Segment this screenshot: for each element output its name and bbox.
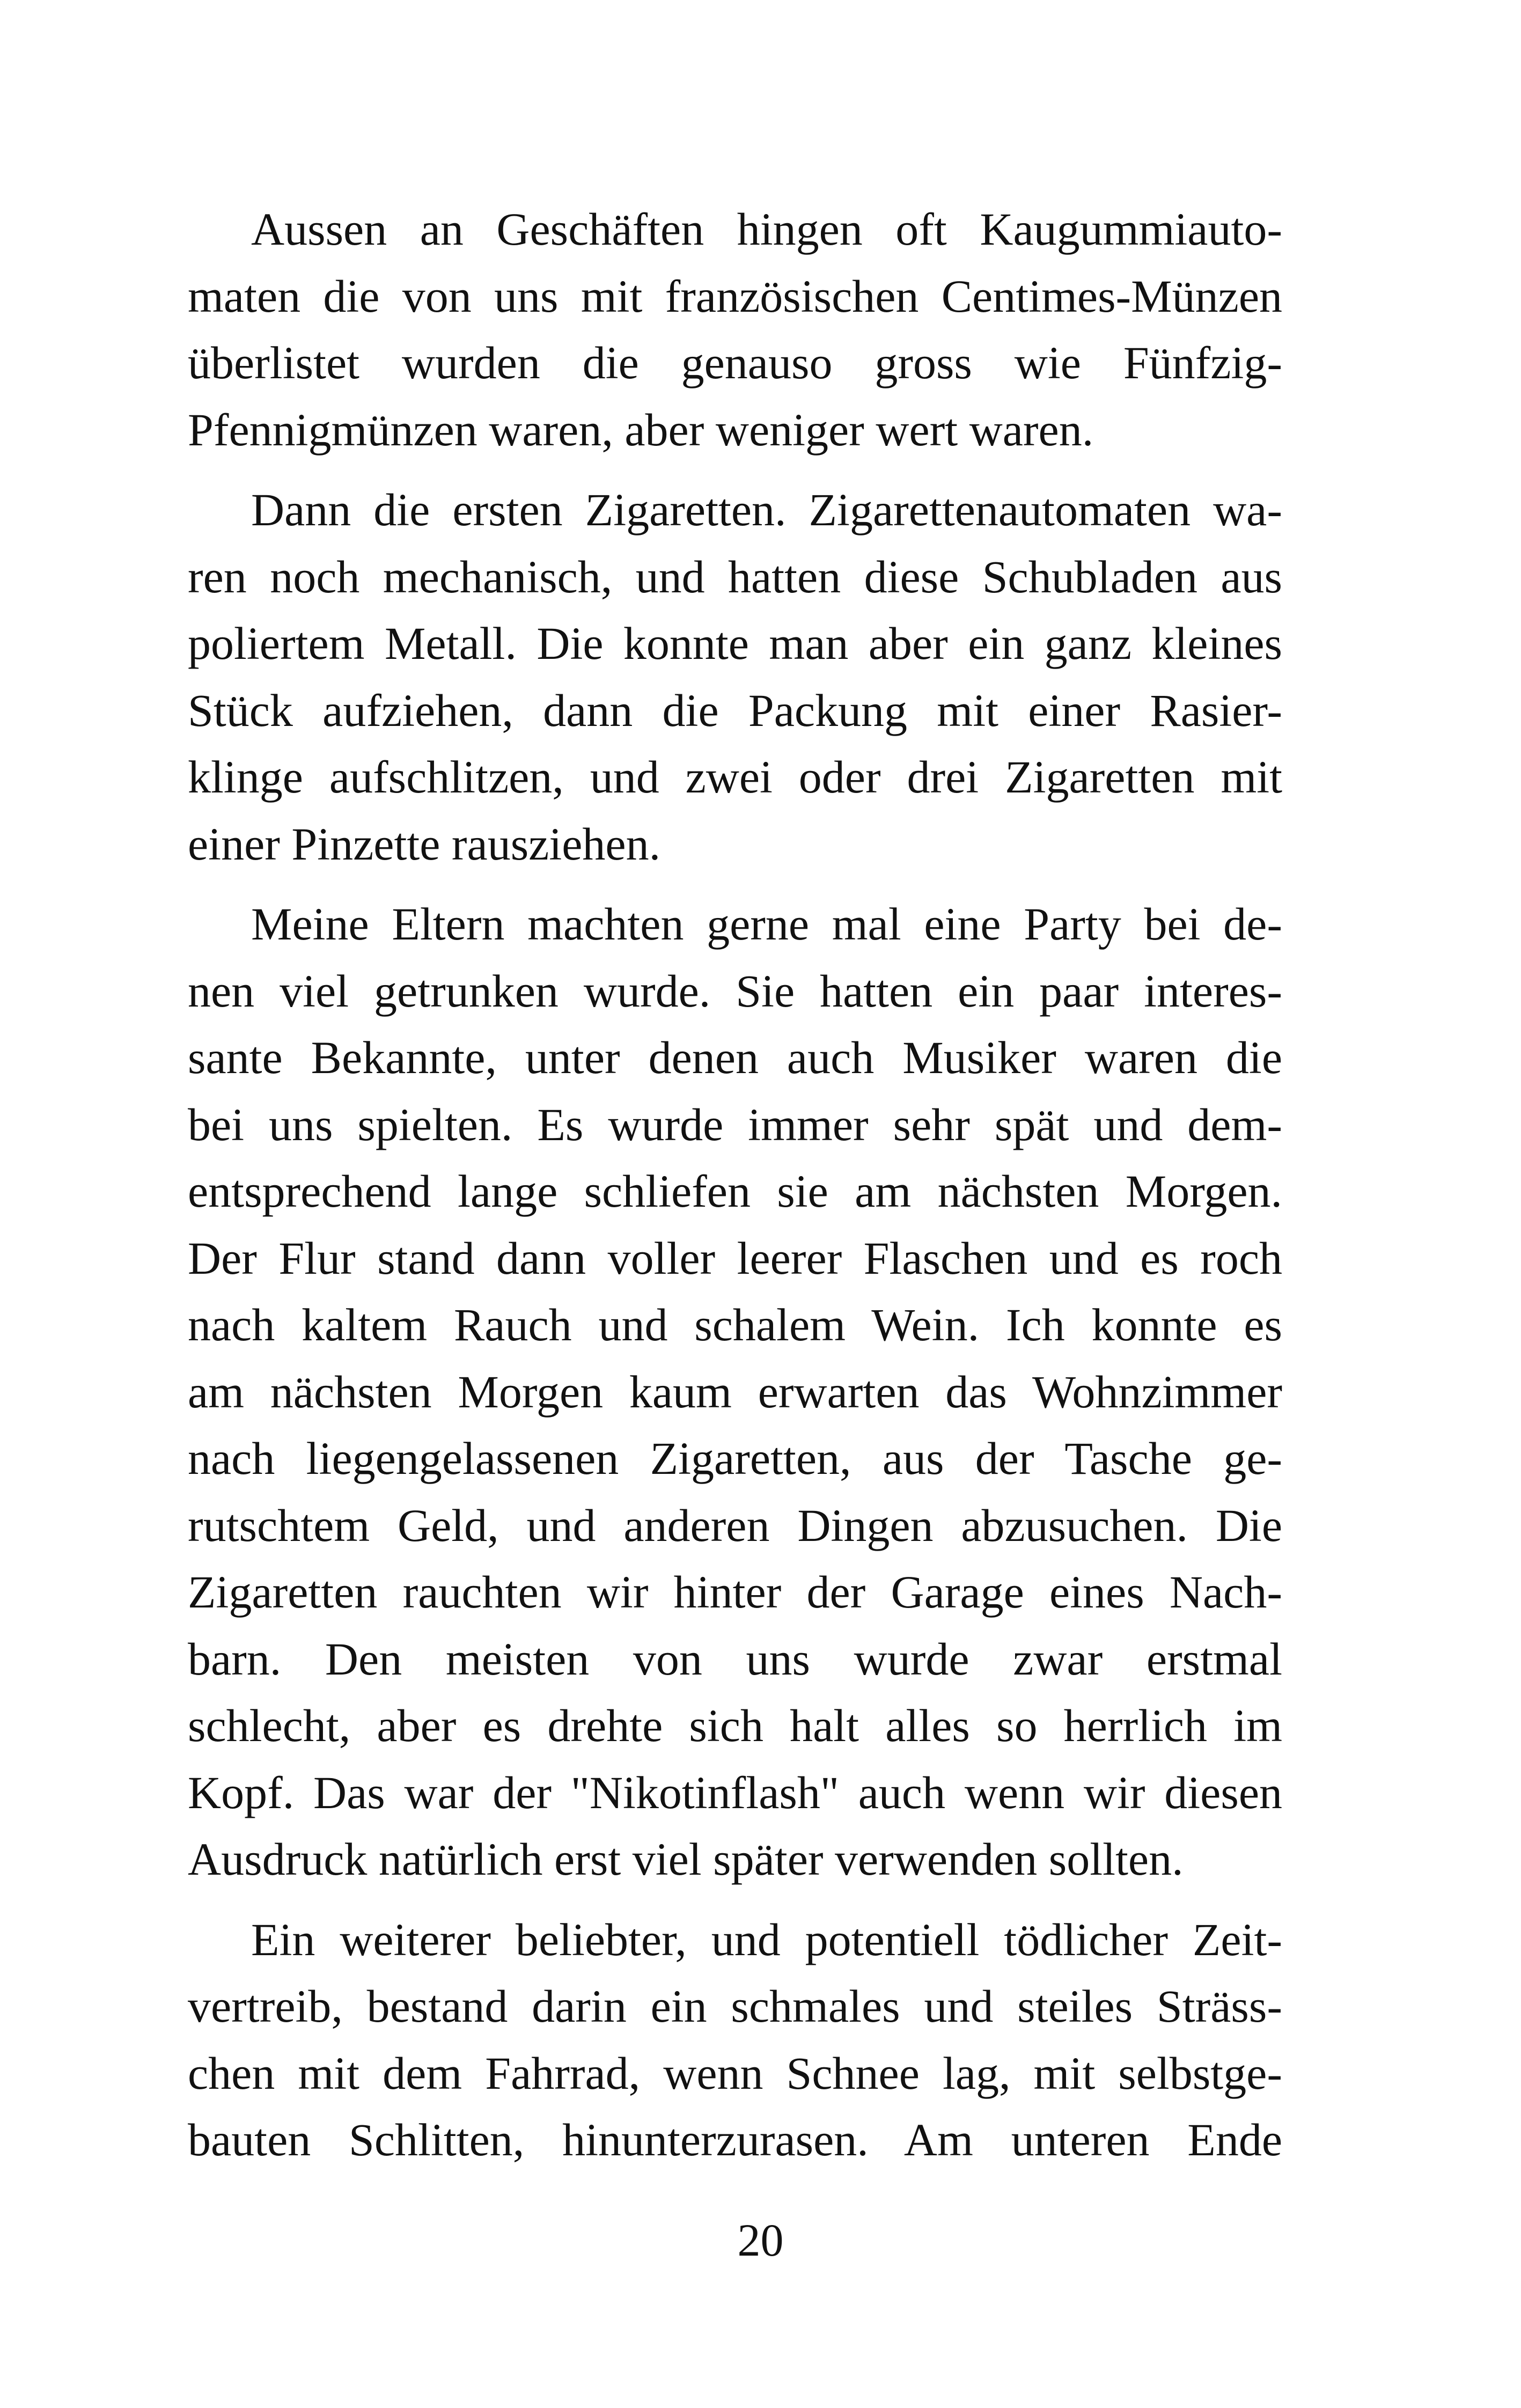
text-line: barn. Den meisten von uns wurde zwar erstmal xyxy=(188,1633,1282,1685)
text-line: schlecht, aber es drehte sich halt alles so herrlich im xyxy=(188,1700,1282,1751)
text-line: bauten Schlitten, hinunterzurasen. Am unteren Ende xyxy=(188,2114,1282,2165)
text-line: Aussen an Geschäften hingen oft Kaugummiauto- xyxy=(251,203,1282,255)
text-line: ren noch mechanisch, und hatten diese Schubladen aus xyxy=(188,550,1282,603)
text-line: Pfennigmünzen waren, aber weniger wert waren. xyxy=(188,403,1094,456)
body-text xyxy=(188,196,1282,2187)
text-line: am nächsten Morgen kaum erwarten das Wohnzimmer xyxy=(188,1365,1282,1418)
text-line: nach liegengelassenen Zigaretten, aus der Tasche ge- xyxy=(188,1433,1282,1484)
text-line: nen viel getrunken wurde. Sie hatten ein paar interes- xyxy=(188,965,1282,1017)
text-line: vertreib, bestand darin ein schmales und steiles Sträss- xyxy=(188,1980,1282,2032)
text-line: klinge aufschlitzen, und zwei oder drei Zigaretten mit xyxy=(188,751,1282,803)
paragraph xyxy=(188,1906,1282,2174)
paragraph xyxy=(188,891,1282,1893)
text-line: Kopf. Das war der "Nikotinflash" auch wenn wir diesen xyxy=(188,1766,1282,1818)
text-line: Ein weiterer beliebter, und potentiell tödlicher Zeit- xyxy=(251,1913,1282,1965)
page-number: 20 xyxy=(737,2214,784,2266)
text-line: nach kaltem Rauch und schalem Wein. Ich konnte es xyxy=(188,1299,1282,1350)
text-line: bei uns spielten. Es wurde immer sehr spät und dem- xyxy=(188,1098,1282,1150)
text-line: einer Pinzette rausziehen. xyxy=(188,818,661,870)
text-line: rutschtem Geld, und anderen Dingen abzusuchen. Die xyxy=(188,1499,1282,1551)
text-line: Ausdruck natürlich erst viel später verwenden sollten. xyxy=(188,1833,1184,1885)
text-line: chen mit dem Fahrrad, wenn Schnee lag, mit selbstge- xyxy=(188,2047,1282,2099)
text-line: entsprechend lange schliefen sie am nächsten Morgen. xyxy=(188,1165,1282,1217)
text-line: Der Flur stand dann voller leerer Flaschen und es roch xyxy=(188,1232,1282,1284)
paragraph xyxy=(188,196,1282,463)
text-line: poliertem Metall. Die konnte man aber ein ganz kleines xyxy=(188,618,1282,669)
text-line: überlistet wurden die genauso gross wie Fünfzig- xyxy=(188,337,1282,388)
text-line: maten die von uns mit französischen Centimes-Münzen xyxy=(188,270,1282,322)
text-line: Dann die ersten Zigaretten. Zigarettenautomaten wa- xyxy=(251,484,1282,535)
text-line: Stück aufziehen, dann die Packung mit einer Rasier- xyxy=(188,684,1282,736)
text-line: Zigaretten rauchten wir hinter der Garage eines Nach- xyxy=(188,1566,1282,1618)
text-line: Meine Eltern machten gerne mal eine Party bei de- xyxy=(251,898,1282,950)
text-line: sante Bekannte, unter denen auch Musiker waren die xyxy=(188,1032,1282,1083)
paragraph xyxy=(188,476,1282,877)
